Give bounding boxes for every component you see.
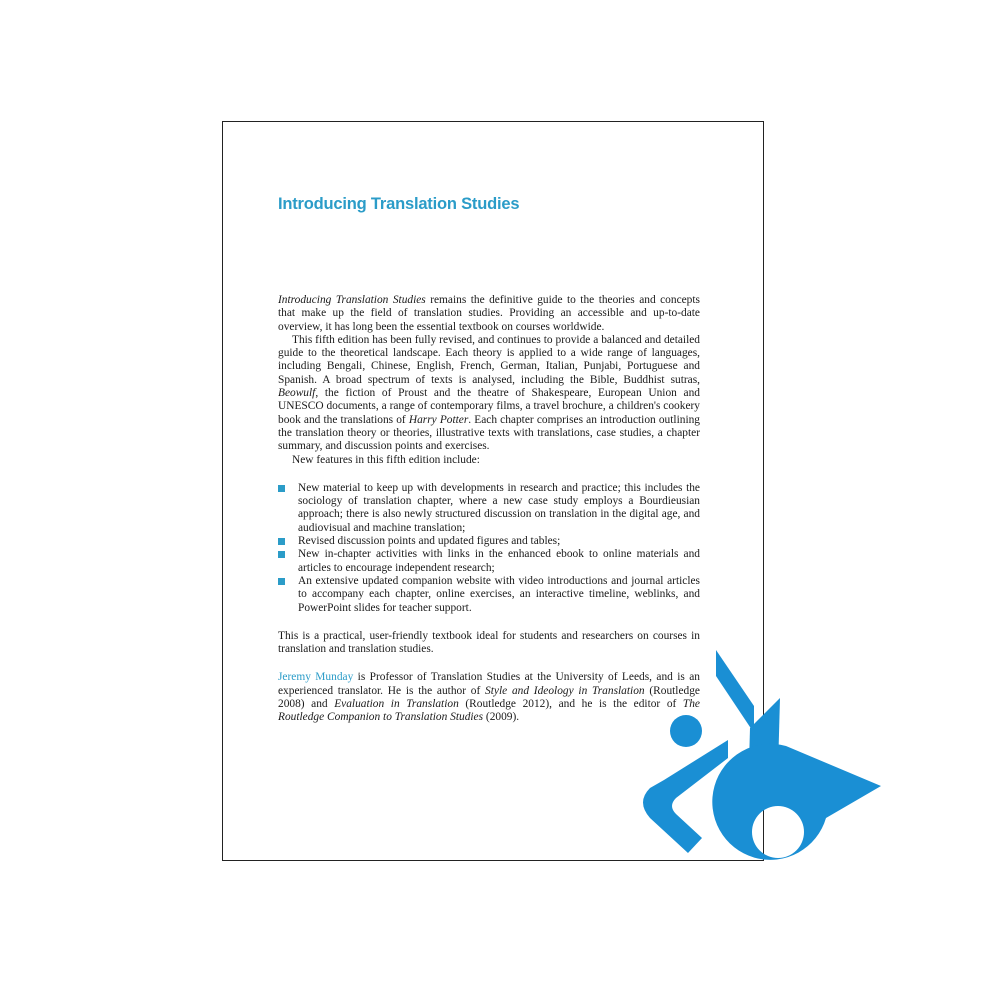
feature-text: New material to keep up with developments in research and practice; this includes the sociology of translation chapter, where a new case study employs a Bourdieusian approach; there is also newly structured discussion on translation in the digital age, and audiovisual and machine translation;: [298, 481, 700, 534]
edition-paragraph: [278, 334, 700, 454]
feature-item: [278, 482, 700, 535]
author-name: Jeremy Munday: [278, 671, 354, 684]
feature-item: [278, 535, 700, 548]
feature-text: Revised discussion points and updated figures and tables;: [298, 535, 561, 548]
square-bullet-icon: [278, 485, 285, 492]
publisher-logo-icon: [636, 648, 882, 878]
edition-text-2: , the fiction of Proust and the theatre of Shakespeare, European Union and UNESCO documents, a range of contemporary films, a travel brochure, a children's cookery book and the translations of: [278, 387, 700, 426]
bio-text-4: (2009).: [483, 711, 520, 724]
edition-text-1: This fifth edition has been fully revised, and continues to provide a balanced and detailed guide to the theoretical landscape. Each theory is applied to a wide range of languages, including Bengali, Chinese, English, French, German, Italian, Punjabi, Portuguese and Spanish. A broad spectrum of texts is analysed, including the Bible, Buddhist sutras,: [278, 333, 700, 386]
feature-text: New in-chapter activities with links in the enhanced ebook to online materials and articles to encourage independent research;: [298, 548, 700, 574]
intro-text: remains the definitive guide to the theories and concepts that make up the field of translation studies. Providing an accessible and up-to-date overview, it has long been the essential textbook on courses worldwide.: [278, 294, 700, 333]
intro-book-title: Introducing Translation Studies: [278, 294, 426, 306]
book-title: Introducing Translation Studies: [278, 195, 520, 213]
bio-text-1: is Professor of Translation Studies at the University of Leeds, and is an experienced translator. He is the author of: [278, 671, 700, 697]
feature-item: [278, 548, 700, 575]
features-intro: New features in this fifth edition include:: [292, 453, 480, 466]
edition-beowulf: Beowulf: [278, 387, 316, 400]
bio-book-3: The Routledge Companion to Translation Studies: [278, 698, 700, 724]
bio-text-3: (Routledge 2012), and he is the editor of: [458, 698, 683, 711]
bio-text-2: (Routledge 2008) and: [278, 684, 700, 711]
feature-text: An extensive updated companion website with video introductions and journal articles to accompany each chapter, online exercises, an interactive timeline, weblinks, and PowerPoint slides for teacher support.: [298, 574, 700, 614]
intro-paragraph: [278, 294, 700, 334]
feature-item: [278, 575, 700, 615]
bio-book-2: Evaluation in Translation: [334, 698, 459, 711]
square-bullet-icon: [278, 551, 285, 558]
edition-text-3: . Each chapter comprises an introduction outlining the translation theory or theories, illustrative texts with translations, case studies, a chapter summary, and discussion points and exercises.: [278, 413, 700, 453]
square-bullet-icon: [278, 578, 285, 585]
summary-paragraph: This is a practical, user-friendly textbook ideal for students and researchers on courses in translation and translation studies.: [278, 629, 700, 656]
features-list: [278, 482, 700, 615]
bio-book-1: Style and Ideology in Translation: [485, 684, 645, 697]
edition-harry-potter: Harry Potter: [408, 413, 469, 426]
square-bullet-icon: [278, 538, 285, 545]
